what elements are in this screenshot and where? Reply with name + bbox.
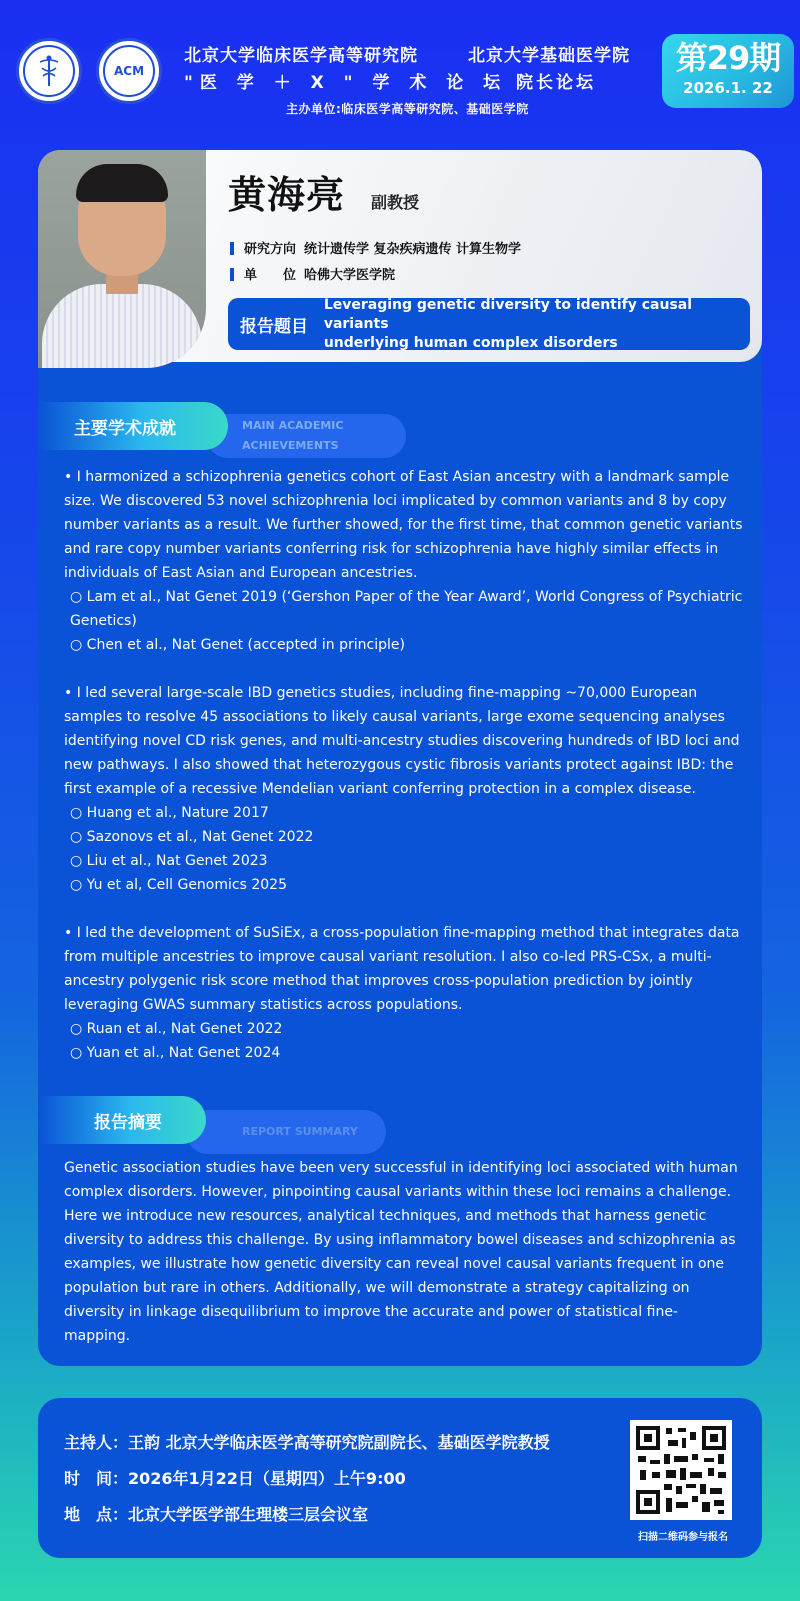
achievements-subtitle-line-1: MAIN ACADEMIC xyxy=(242,419,344,432)
achievements-subtitle xyxy=(206,414,406,458)
achievement-item: • I led the development of SuSiEx, a cross-population fine-mapping method that integrates data from multiple ancestries to improve causal variant resolution. I also co-led PRS-CSx, a multi-ancestry polygenic risk score method that improves cross-population prediction by jointly leveraging GWAS summary statistics across populations. xyxy=(64,925,740,1013)
achievement-ref: ○ Lam et al., Nat Genet 2019 (‘Gershon Paper of the Year Award’, World Congress of Psychiatric Genetics) xyxy=(70,589,743,629)
summary-title: 报告摘要 xyxy=(38,1096,206,1144)
achievement-ref: ○ Yu et al, Cell Genomics 2025 xyxy=(70,877,287,893)
achievement-item: • I harmonized a schizophrenia genetics cohort of East Asian ancestry with a landmark sample size. We discovered 53 novel schizophrenia loci implicated by common variants and 8 by copy number variants as a result. We further showed, for the first time, that common genetic variants and rare copy number variants conferring risk for schizophrenia have highly similar effects in individuals of East Asian and European ancestries. xyxy=(64,469,743,581)
org-right-title: 北京大学基础医学院 xyxy=(468,46,630,66)
qr-code-icon xyxy=(634,1424,728,1516)
time-info: 时 间：2026年1月22日（星期四）上午9:00 xyxy=(64,1469,406,1488)
research-row xyxy=(230,238,521,257)
qr-caption: 扫描二维码参与报名 xyxy=(638,1532,728,1543)
medical-society-logo xyxy=(16,38,82,104)
speaker-photo xyxy=(38,150,206,368)
acm-logo-text: ACM xyxy=(103,45,155,97)
photo-shirt xyxy=(42,284,202,368)
achievement-ref: ○ Huang et al., Nature 2017 xyxy=(70,805,269,821)
research-label: 研究方向 xyxy=(244,242,297,257)
achievement-ref: ○ Chen et al., Nat Genet (accepted in principle) xyxy=(70,637,405,653)
registration-qr-code[interactable] xyxy=(630,1420,732,1520)
report-topic xyxy=(228,298,750,350)
acm-institute-logo xyxy=(96,38,162,104)
sponsor-line: 主办单位:临床医学高等研究院、基础医学院 xyxy=(286,102,529,116)
photo-hair xyxy=(76,164,168,202)
bullet-bar-icon xyxy=(230,242,234,255)
issue-date: 2026.1. 22 xyxy=(683,79,773,97)
issue-number: 第29期 xyxy=(675,39,781,77)
place-info: 地 点：北京大学医学部生理楼三层会议室 xyxy=(64,1505,369,1524)
achievement-ref: ○ Sazonovs et al., Nat Genet 2022 xyxy=(70,829,314,845)
unit-value: 哈佛大学医学院 xyxy=(304,268,396,283)
achievement-ref: ○ Ruan et al., Nat Genet 2022 xyxy=(70,1021,283,1037)
topic-label: 报告题目 xyxy=(240,316,308,337)
achievement-item: • I led several large-scale IBD genetics studies, including fine-mapping ~70,000 European samples to resolve 45 associations to likely causal variants, large exome sequencing analyses identifying novel CD risk genes, and multi-ancestry studies discovering hundreds of IBD loci and new pathways. I also showed that heterozygous cystic fibrosis variants protect against IBD: the first example of a recessive Mendelian variant conferring protection in a complex disease. xyxy=(64,685,740,797)
summary-subtitle: REPORT SUMMARY xyxy=(186,1110,386,1154)
host-info: 主持人：王韵 北京大学临床医学高等研究院副院长、基础医学院教授 xyxy=(64,1433,550,1452)
org-right-forum: 院长论坛 xyxy=(516,73,596,93)
achievements-title: 主要学术成就 xyxy=(38,402,228,450)
achievements-list xyxy=(64,465,744,1065)
summary-text: Genetic association studies have been very successful in identifying loci associated with human complex disorders. However, pinpointing causal variants within these loci remains a challenge. Here we introduce new resources, analytical techniques, and methods that harness genetic diversity to address this challenge. By using inflammatory bowel diseases and schizophrenia as examples, we illustrate how genetic diversity can reveal novel causal variants frequent in one population but rare in others. Additionally, we will demonstrate a strategy capitalizing on diversity in linkage disequilibrium to improve the accurate and power of statistical fine-mapping. xyxy=(64,1160,738,1344)
event-info-card xyxy=(38,1398,762,1558)
issue-badge xyxy=(662,34,794,108)
achievement-ref: ○ Yuan et al., Nat Genet 2024 xyxy=(70,1045,281,1061)
org-left-forum: "医 学 ＋ X " 学 术 论 坛 xyxy=(184,73,508,93)
achievement-ref: ○ Liu et al., Nat Genet 2023 xyxy=(70,853,268,869)
bullet-bar-icon xyxy=(230,268,234,281)
speaker-profile xyxy=(38,150,762,362)
speaker-name: 黄海亮 xyxy=(228,173,346,217)
achievements-subtitle-line-2: ACHIEVEMENTS xyxy=(242,439,339,452)
org-left-title: 北京大学临床医学高等研究院 xyxy=(184,46,418,66)
topic-line-2: underlying human complex disorders xyxy=(323,334,618,351)
caduceus-icon xyxy=(23,45,75,97)
research-value: 统计遗传学 复杂疾病遗传 计算生物学 xyxy=(304,242,522,257)
unit-label: 单 位 xyxy=(244,268,297,283)
topic-title xyxy=(324,296,750,353)
speaker-role: 副教授 xyxy=(371,193,420,212)
topic-line-1: Leveraging genetic diversity to identify causal variants xyxy=(323,296,693,332)
main-card xyxy=(38,150,762,1366)
unit-row xyxy=(230,264,395,283)
